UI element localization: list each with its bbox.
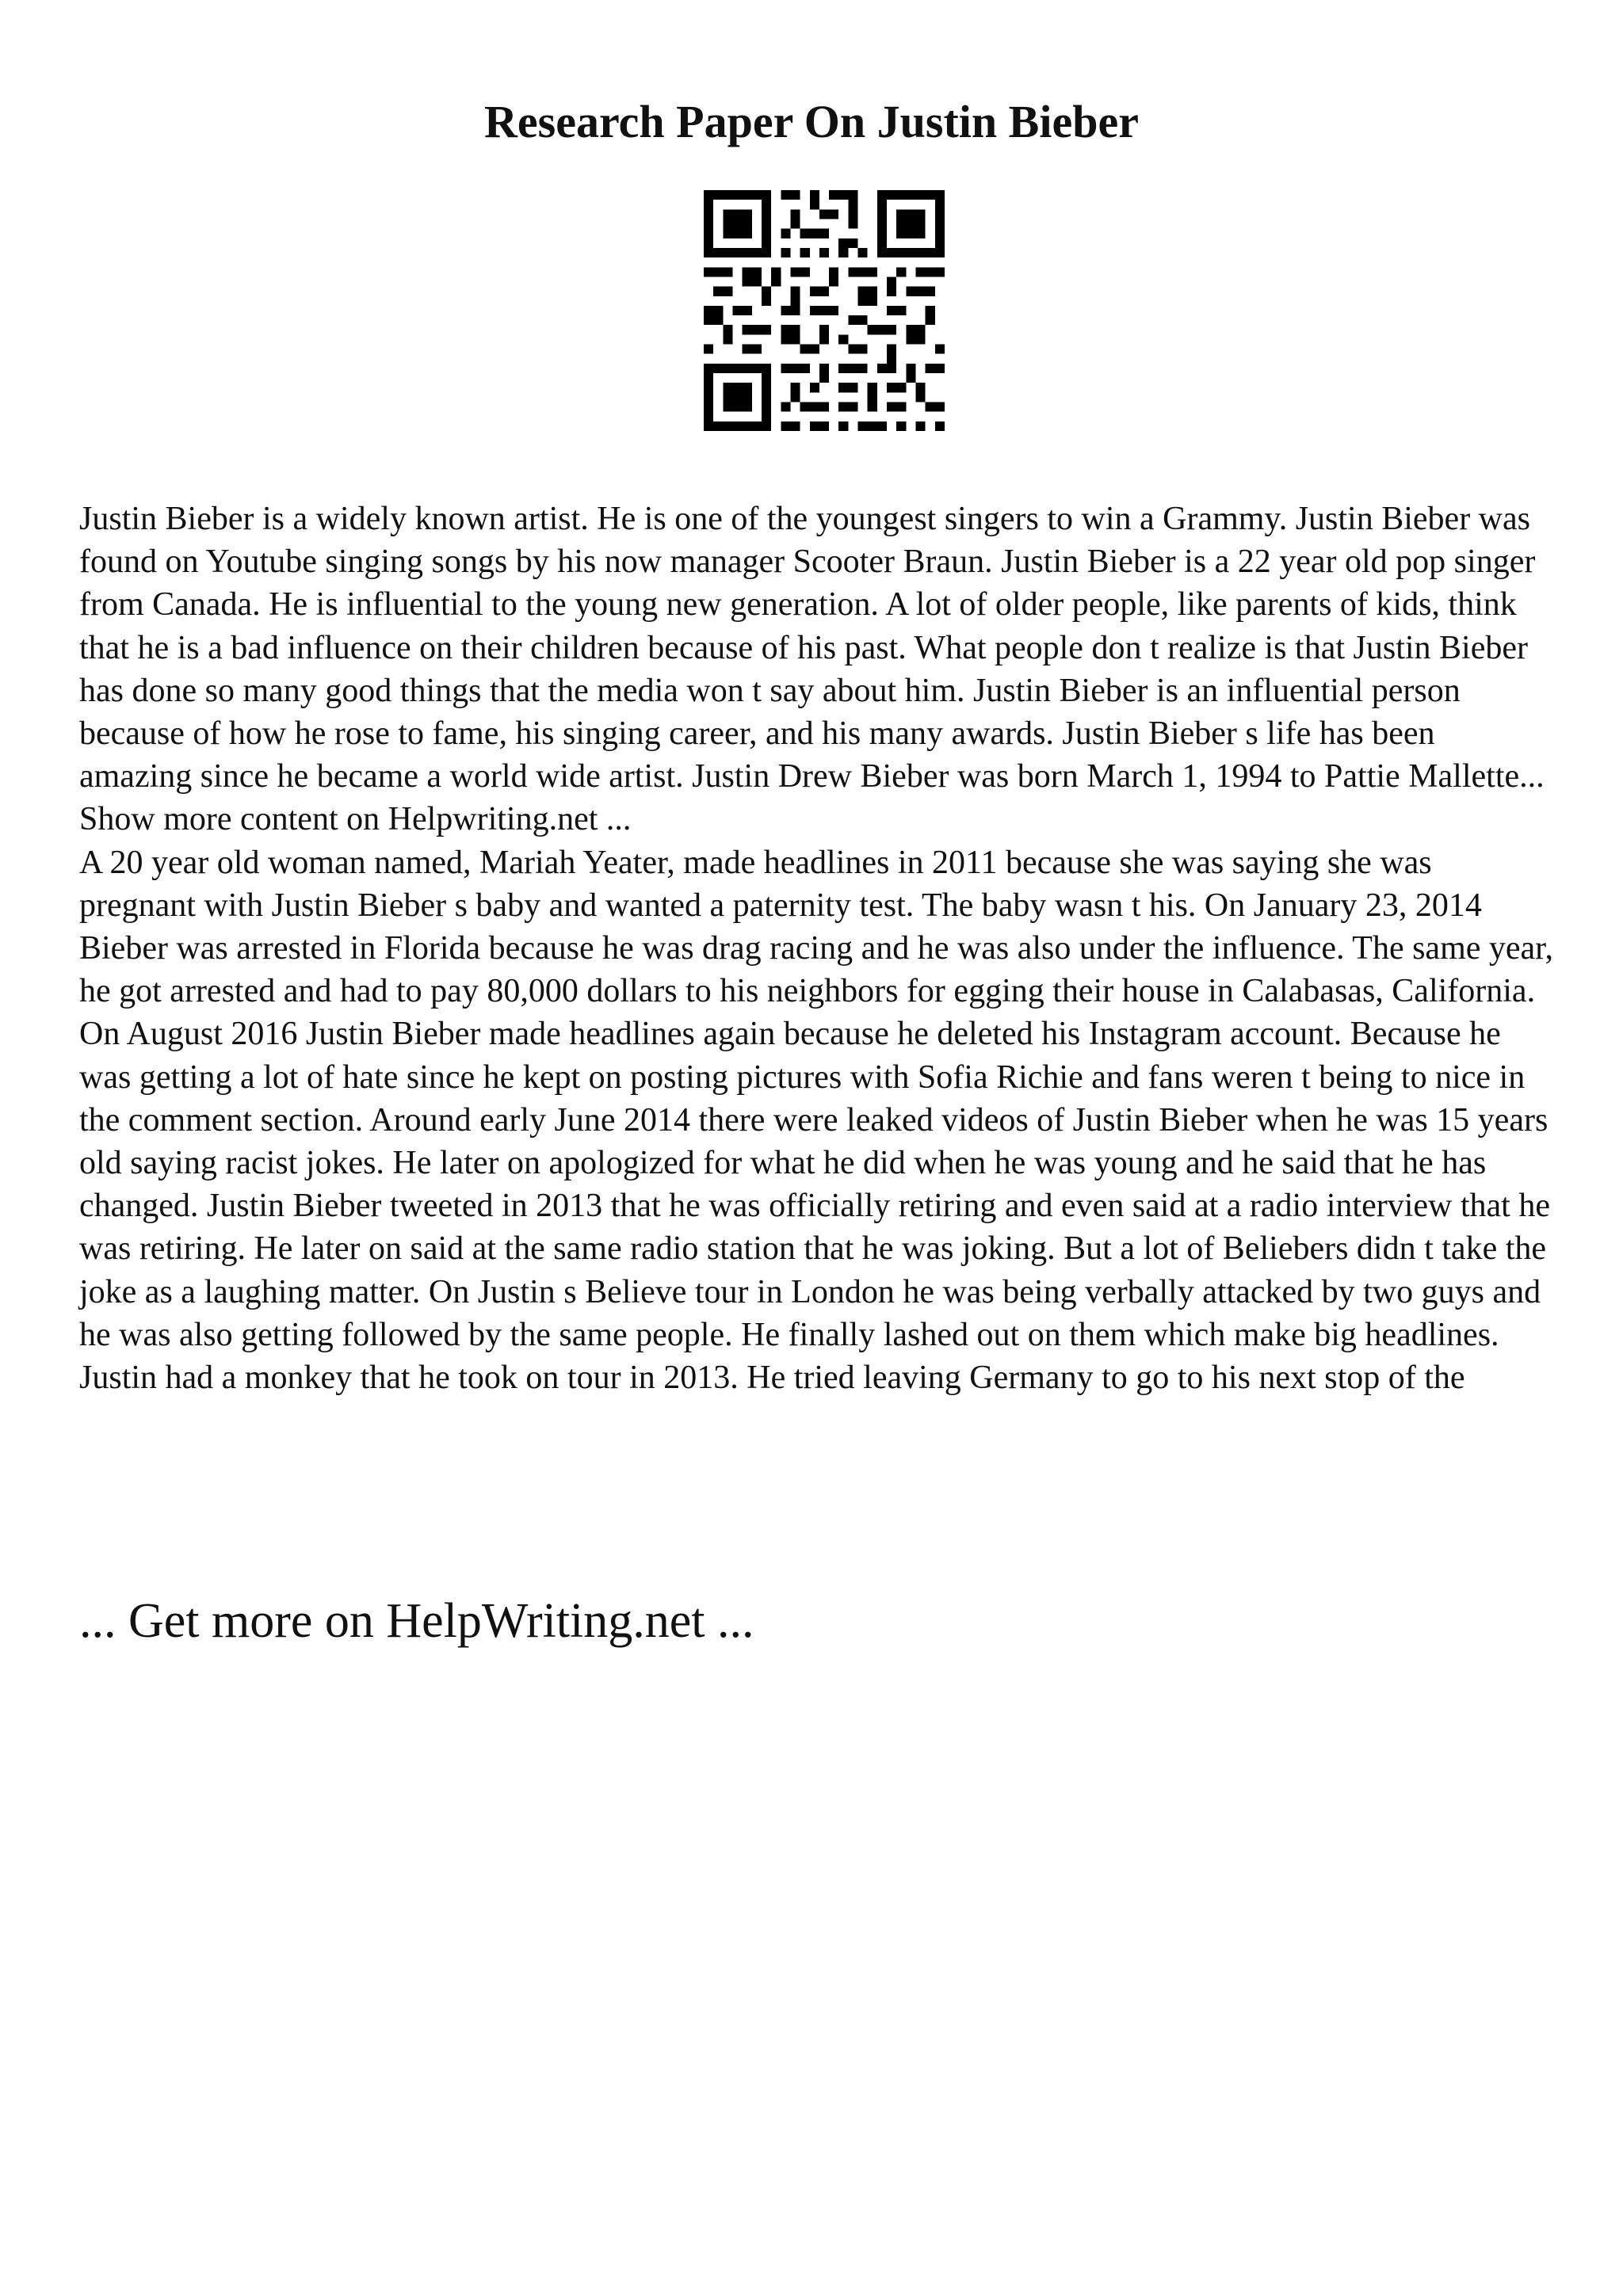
page-title: Research Paper On Justin Bieber — [484, 96, 1139, 147]
qr-code-icon — [704, 190, 945, 431]
paragraph-2: A 20 year old woman named, Mariah Yeater, made headlines in 2011 because she was saying she was pregnant with Justin Bieber s baby and wanted a paternity test. The baby wasn t his. On January 23, 2014 Bieber was arrested in Florida because he was drag racing and he was also under the influence. The same year, he got arrested and had to pay 80,000 dollars to his neighbors for egging their house in Calabasas, California. On August 2016 Justin Bieber made headlines again because he deleted his Instagram account. Because he was getting a lot of hate since he kept on posting pictures with Sofia Richie and fans weren t being to nice in the comment section. Around early June 2014 there were leaked videos of Justin Bieber when he was 15 years old saying racist jokes. He later on apologized for what he did when he was young and he said that he has changed. Justin Bieber tweeted in 2013 that he was officially retiring and even said at a radio interview that he was retiring. He later on said at the same radio station that he was joking. But a lot of Beliebers didn t take the joke as a laughing matter. On Justin s Believe tour in London he was being verbally attacked by two guys and he was also getting followed by the same people. He finally lashed out on them which make big headlines. Justin had a monkey that he took on tour in 2013. He tried leaving Germany to go to his next stop of the — [79, 844, 1553, 1397]
article-body — [79, 498, 1553, 1399]
get-more-link[interactable]: ... Get more on HelpWriting.net ... — [79, 1594, 754, 1648]
paragraph-1: Justin Bieber is a widely known artist. He is one of the youngest singers to win a Grammy. Justin Bieber was found on Youtube singing songs by his now manager Scooter Braun. Justin Bieber is a 22 year old pop singer from Canada. He is influential to the young new generation. A lot of older people, like parents of kids, think that he is a bad influence on their children because of his past. What people don t realize is that Justin Bieber has done so many good things that the media won t say about him. Justin Bieber is an influential person because of how he rose to fame, his singing career, and his many awards. Justin Bieber s life has been amazing since he became a world wide artist. Justin Drew Bieber was born March 1, 1994 to Pattie Mallette... Show more content on Helpwriting.net ... — [79, 501, 1545, 838]
qr-code-graphic — [704, 190, 945, 431]
